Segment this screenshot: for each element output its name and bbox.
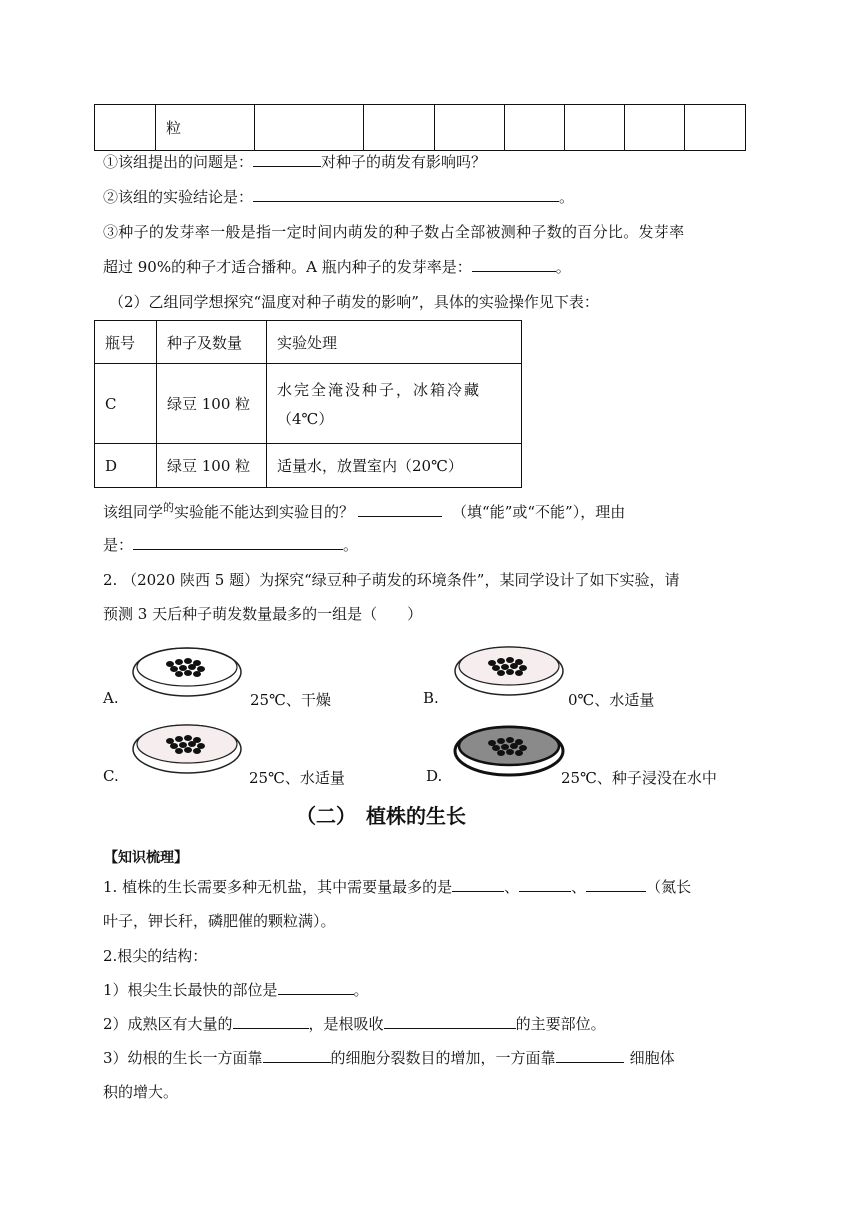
knowledge-item-4 xyxy=(103,1013,606,1034)
question-item-1 xyxy=(103,151,486,172)
k4-suffix: 的主要部位。 xyxy=(515,1015,606,1033)
q2-suffix: （填“能”或“不能”），理由 xyxy=(452,503,626,521)
question-item-3-line1: ③种子的发芽率一般是指一定时间内萌发的种子数占全部被测种子数的百分比。发芽率 xyxy=(103,223,685,241)
answer-blank[interactable] xyxy=(472,256,556,272)
q2-intro: （2）乙组同学想探究“温度对种子萌发的影响”，具体的实验操作见下表： xyxy=(109,293,599,311)
item1-suffix: 对种子的萌发有影响吗？ xyxy=(321,153,487,171)
k1-prefix: 1. 植株的生长需要多种无机盐，其中需要量最多的是 xyxy=(103,878,453,896)
k4-prefix: 2）成熟区有大量的 xyxy=(103,1015,233,1033)
table-cell xyxy=(625,105,685,151)
answer-blank[interactable] xyxy=(133,534,343,550)
q2-line2-end: 。 xyxy=(343,536,359,554)
k3-prefix: 1）根尖生长最快的部位是 xyxy=(103,981,278,999)
answer-blank[interactable] xyxy=(233,1013,309,1029)
problem2-line2: 预测 3 天后种子萌发数量最多的一组是（ ） xyxy=(103,605,423,623)
q2-line1 xyxy=(103,499,625,522)
option-a-condition: 25℃、干燥 xyxy=(250,691,331,709)
section-title: （二） 植株的生长 xyxy=(296,804,466,828)
petri-dish-water-icon xyxy=(452,640,567,702)
row-bottle: D xyxy=(95,444,157,488)
k4-middle: ，是根吸收 xyxy=(308,1015,384,1033)
option-b-letter: B. xyxy=(423,689,439,707)
row-treatment xyxy=(267,364,522,444)
answer-blank[interactable] xyxy=(253,186,559,202)
q2-line2-prefix: 是： xyxy=(103,536,134,554)
knowledge-item-5 xyxy=(103,1047,675,1068)
problem2-line1: 2. （2020 陕西 5 题）为探究“绿豆种子萌发的环境条件”，某同学设计了如下实验，请 xyxy=(103,571,680,589)
question-item-3-line2 xyxy=(103,256,571,277)
knowledge-item-3 xyxy=(103,979,369,1000)
answer-blank[interactable] xyxy=(253,151,321,167)
k3-end: 。 xyxy=(353,981,369,999)
row-bottle: C xyxy=(95,364,157,444)
answer-blank[interactable] xyxy=(358,501,442,517)
k5-middle: 的细胞分裂数目的增加，一方面靠 xyxy=(330,1049,556,1067)
item3-prefix: 超过 90%的种子才适合播种。A 瓶内种子的发芽率是： xyxy=(103,258,472,276)
table-cell xyxy=(255,105,364,151)
table-row xyxy=(95,364,522,444)
option-a-letter: A. xyxy=(103,689,119,707)
table-cell xyxy=(95,105,156,151)
table-cell xyxy=(505,105,565,151)
knowledge-header: 【知识梳理】 xyxy=(104,850,188,866)
item2-end: 。 xyxy=(559,188,575,206)
petri-dish-submerged-icon xyxy=(452,720,567,782)
table-row xyxy=(95,444,522,488)
k1-separator: 、 xyxy=(504,878,520,896)
petri-dish-water-icon xyxy=(130,718,245,780)
answer-blank[interactable] xyxy=(519,876,571,892)
knowledge-item-2: 2.根尖的结构： xyxy=(103,947,208,965)
item3-end: 。 xyxy=(555,258,571,276)
top-table xyxy=(94,104,746,151)
treatment-line1: 水完全淹没种子，冰箱冷藏 xyxy=(277,380,482,399)
header-seed: 种子及数量 xyxy=(157,321,267,364)
table-cell-label: 粒 xyxy=(156,105,255,151)
q2-superscript: 的 xyxy=(163,501,175,514)
knowledge-item-1 xyxy=(103,876,691,897)
knowledge-item-1-line2: 叶子，钾长秆，磷肥催的颗粒满）。 xyxy=(103,912,336,930)
question-item-2 xyxy=(103,186,574,207)
header-treatment: 实验处理 xyxy=(267,321,522,364)
option-c-letter: C. xyxy=(103,767,119,785)
q2-middle: 实验能不能达到实验目的？ xyxy=(174,503,355,521)
row-treatment: 适量水，放置室内（20℃） xyxy=(267,444,522,488)
experiment-table xyxy=(94,320,522,488)
answer-blank[interactable] xyxy=(278,979,354,995)
table-cell xyxy=(364,105,435,151)
row-seed: 绿豆 100 粒 xyxy=(157,364,267,444)
answer-blank[interactable] xyxy=(452,876,504,892)
k5-prefix: 3）幼根的生长一方面靠 xyxy=(103,1049,263,1067)
option-d-letter: D. xyxy=(426,767,443,785)
answer-blank[interactable] xyxy=(586,876,646,892)
row-seed: 绿豆 100 粒 xyxy=(157,444,267,488)
knowledge-item-5-line2: 积的增大。 xyxy=(103,1083,179,1101)
option-c-condition: 25℃、水适量 xyxy=(249,769,345,787)
k5-suffix: 细胞体 xyxy=(629,1049,675,1067)
q2-prefix: 该组同学 xyxy=(103,503,164,521)
q2-line2 xyxy=(103,534,358,555)
option-d-condition: 25℃、种子浸没在水中 xyxy=(561,769,717,787)
petri-dish-dry-icon xyxy=(130,642,245,704)
answer-blank[interactable] xyxy=(384,1013,516,1029)
table-cell xyxy=(435,105,505,151)
k1-separator: 、 xyxy=(571,878,587,896)
table-cell xyxy=(565,105,625,151)
item1-prefix: ①该组提出的问题是： xyxy=(103,153,254,171)
item2-prefix: ②该组的实验结论是： xyxy=(103,188,254,206)
answer-blank[interactable] xyxy=(263,1047,331,1063)
option-b-condition: 0℃、水适量 xyxy=(568,691,655,709)
treatment-line2: （4℃） xyxy=(277,409,334,428)
k1-suffix: （氮长 xyxy=(646,878,692,896)
table-header-row xyxy=(95,321,522,364)
table-cell xyxy=(685,105,746,151)
header-bottle: 瓶号 xyxy=(95,321,157,364)
answer-blank[interactable] xyxy=(556,1047,624,1063)
